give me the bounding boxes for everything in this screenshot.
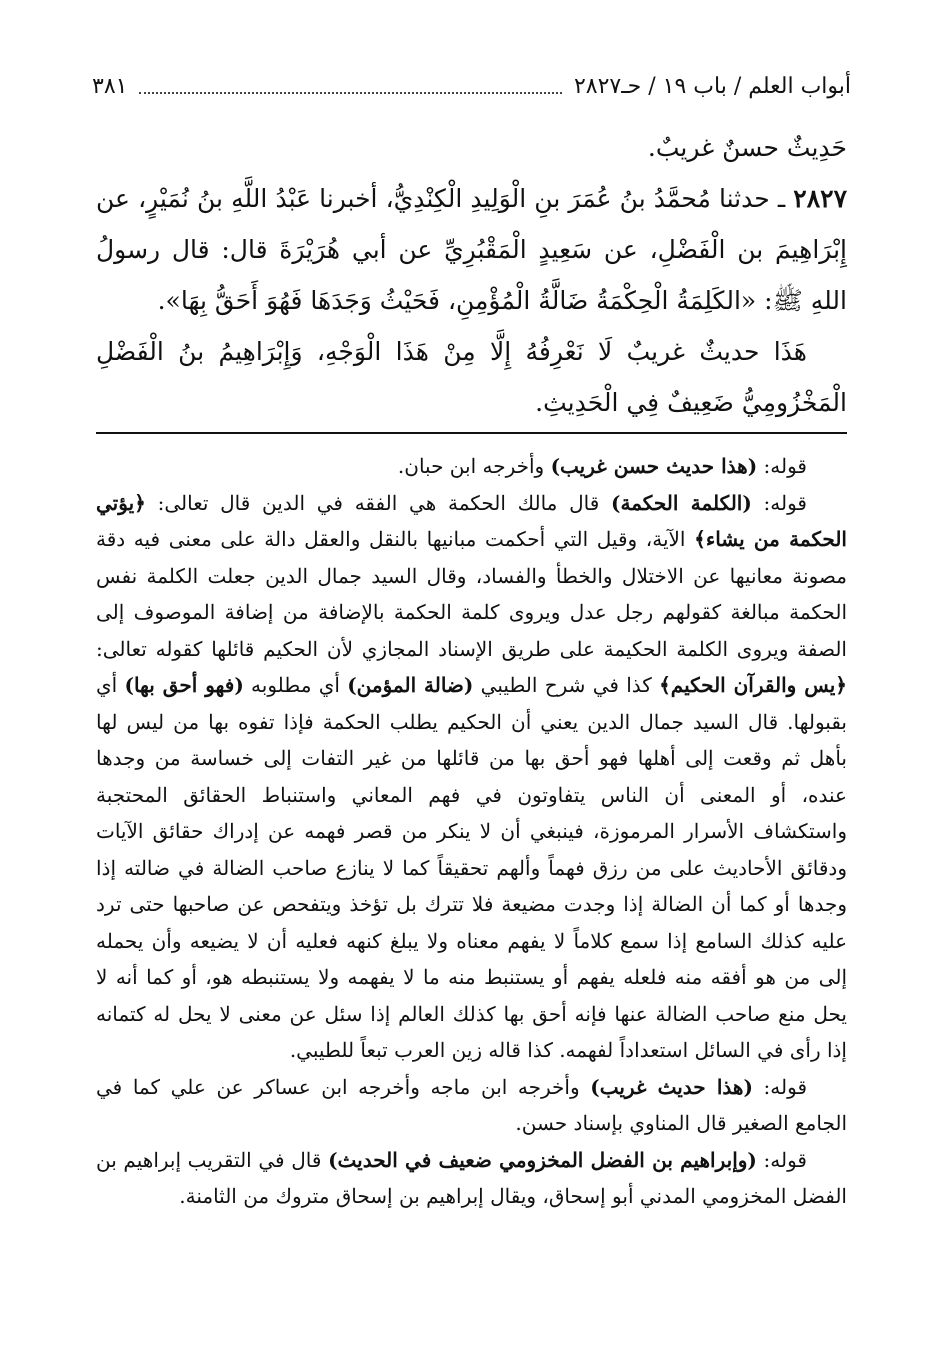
running-title: أبواب العلم / باب ١٩ / حـ٢٨٢٧	[573, 73, 851, 99]
commentary-paragraph: هَذَا حديثٌ غريبٌ لَا نَعْرِفُهُ إِلَّا مِنْ هَذَا الْوَجْهِ، وَإِبْرَاهِيمُ بنُ الْفَضْلِ الْمَخْزُومِيُّ ضَعِيفٌ فِي الْحَدِيثِ.	[96, 337, 847, 417]
note-2: قوله: (الكلمة الحكمة) قال مالك الحكمة هي الفقه في الدين قال تعالى: ﴿يؤتي الحكمة من يشاء﴾ الآية، وقيل التي أحكمت مبانيها بالنقل والعقل دالة على معنى فيه دقة مصونة معانيها عن الاختلال والخطأ والفساد، وقال السيد جمال الدين جعلت الكلمة نفس الحكمة مبالغة كقولهم رجل عدل ويروى كلمة الحكمة بالإضافة من إضافة الموصوف إلى الصفة ويروى الكلمة الحكيمة على طريق الإسناد المجازي لأن الحكيم قائلها كقوله تعالى: ﴿يس والقرآن الحكيم﴾ كذا في شرح الطيبي (ضالة المؤمن) أي مطلوبه (فهو أحق بها) أي بقبولها. قال السيد جمال الدين يعني أن الحكيم يطلب الحكمة فإذا تفوه بها من ليس لها بأهل ثم وقعت إلى أهلها فهو أحق بها من قائلها من غير التفات إلى خساسة من وجدها عنده، أو المعنى أن الناس يتفاوتون في فهم المعاني واستنباط الحقائق المحتجبة واستكشاف الأسرار المرموزة، فينبغي أن لا ينكر من قصر فهمه عن إدراك حقائق الآيات ودقائق الأحاديث على من رزق فهماً وألهم تحقيقاً كما لا ينازع صاحب الضالة في ضالته إذا وجدها أو كما أن الضالة إذا وجدت مضيعة فلا تترك بل تؤخذ ويتفحص عن صاحبها حتى ترد عليه كذلك السامع إذا سمع كلاماً لا يفهم معناه ولا يبلغ كنهه فعليه أن لا يضيعه وأن يحمله إلى من هو أفقه منه فلعله يفهم أو يستنبط منه ما لا يفهمه ولا يستنبطه هو، أو كما أنه لا يحل منع صاحب الضالة عنها فإنه أحق بها كذلك العالم إذا سئل عن معنى لا يحل له كتمانه إذا رأى في السائل استعداداً لفهمه. كذا قاله زين العرب تبعاً للطيبي.	[96, 490, 847, 1062]
note-4: قوله: (وإبراهيم بن الفضل المخزومي ضعيف في الحديث) قال في التقريب إبراهيم بن الفضل المخزومي المدني أبو إسحاق، ويقال إبراهيم بن إسحاق متروك من الثامنة.	[96, 1147, 847, 1208]
hadith-text: ـ حدثنا مُحمَّدُ بنُ عُمَرَ بنِ الْوَلِيدِ الْكِنْدِيُّ، أخبرنا عَبْدُ اللَّهِ بنُ نُمَيْرٍ، عن إِبْرَاهِيمَ بن الْفَضْلِ، عن سَعِيدٍ الْمَقْبُرِيِّ عن أبي هُرَيْرَةَ قال: قال رسولُ اللهِ ﷺ: «الكَلِمَةُ الْحِكْمَةُ ضَالَّةُ الْمُؤْمِنِ، فَحَيْثُ وَجَدَهَا فَهُوَ أَحَقُّ بِهَا».	[96, 184, 847, 315]
note-1: قوله: (هذا حديث حسن غريب) وأخرجه ابن حبان.	[397, 454, 807, 478]
note-quote: (هذا حديث غريب)	[590, 1074, 753, 1099]
note-quote: (الكلمة الحكمة)	[611, 490, 752, 515]
note-quote: (هذا حديث حسن غريب)	[550, 454, 758, 478]
note-quote: (وإبراهيم بن الفضل المخزومي ضعيف في الحديث)	[328, 1147, 757, 1172]
note-quote: (ضالة المؤمن)	[347, 673, 474, 697]
note-quote: ﴿يؤتي الحكمة من يشاء﴾	[96, 490, 847, 551]
note-quote: (فهو أحق بها)	[124, 673, 244, 697]
grade-line: حَدِيثٌ حسنٌ غريبٌ.	[647, 133, 847, 162]
page-number: ٣٨١	[92, 73, 128, 99]
main-text	[96, 122, 847, 428]
page-header	[92, 66, 851, 106]
note-3: قوله: (هذا حديث غريب) وأخرجه ابن ماجه وأخرجه ابن عساكر عن علي كما في الجامع الصغير قال المناوي بإسناد حسن.	[96, 1074, 847, 1135]
footnote-divider	[96, 432, 847, 434]
note-quote: ﴿يس والقرآن الحكيم﴾	[659, 673, 847, 697]
hadith-number: ٢٨٢٧	[793, 184, 847, 213]
hadith-paragraph	[96, 173, 847, 326]
dotted-leader	[139, 78, 561, 94]
commentary-notes	[96, 448, 847, 1215]
